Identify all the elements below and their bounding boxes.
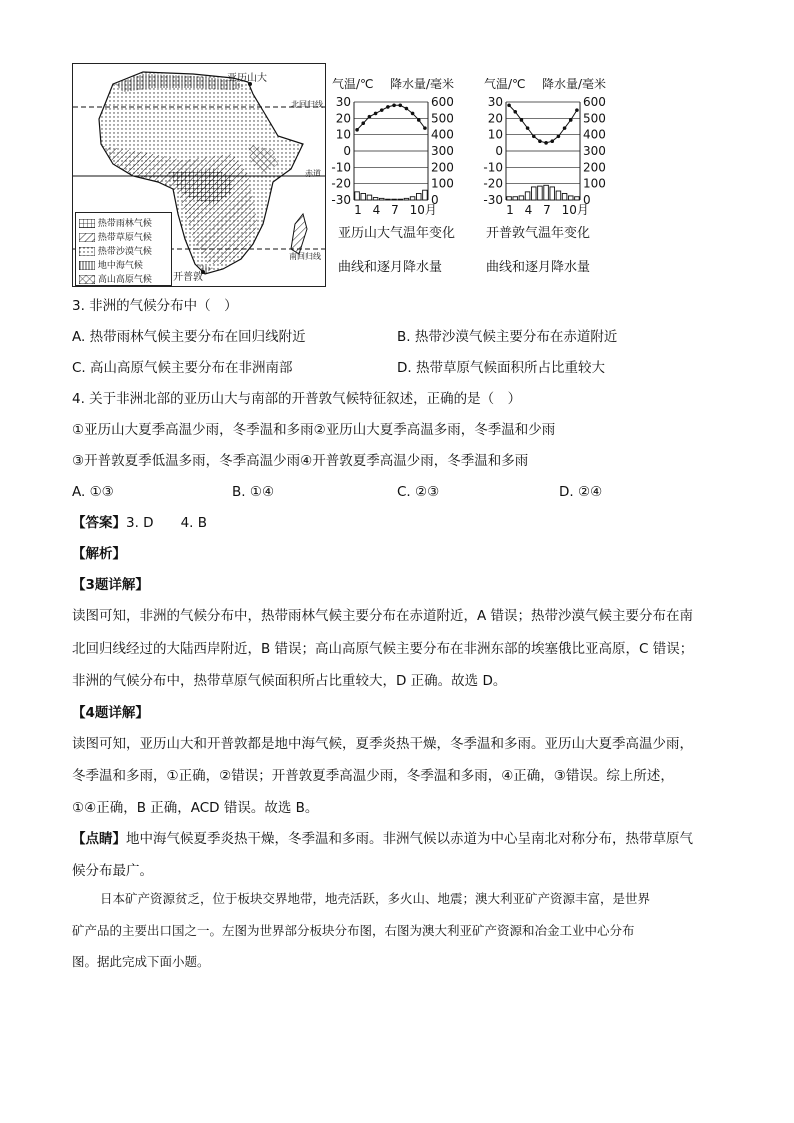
answer-line: [72, 514, 207, 532]
q4-detail-line2: 冬季温和多雨，①正确，②错误；开普敦夏季高温少雨，冬季温和多雨，④正确，③错误。综上所述，: [72, 768, 674, 784]
temp-point: [563, 126, 567, 130]
precip-bar: [513, 197, 518, 200]
precip-bar: [355, 192, 360, 200]
q4-option-d: D. ②④: [559, 484, 603, 500]
temp-point: [550, 139, 554, 143]
temp-point: [513, 110, 517, 114]
month-tick-label: 4: [524, 203, 533, 217]
right-chart-caption-2: 曲线和逐月降水量: [486, 260, 591, 275]
precip-axis-title: 降水量/毫米: [390, 78, 455, 91]
desert-swatch-icon: [79, 247, 95, 256]
temp-point: [520, 118, 524, 122]
temp-axis-title: 气温/℃: [484, 78, 526, 91]
precip-tick-label: 200: [583, 160, 606, 175]
q4-detail-line3: ①④正确，B 正确，ACD 错误。故选 B。: [72, 800, 319, 816]
precip-bar: [507, 197, 512, 200]
precip-bar: [525, 192, 530, 200]
q3-detail-line2: 北回归线经过的大陆西岸附近，B 错误；高山高原气候主要分布在非洲东部的埃塞俄比亚高原，C 错误；: [72, 641, 694, 657]
month-tick-label: 10月: [409, 203, 437, 217]
temp-point: [405, 107, 409, 111]
q4-detail-tag: 【4题详解】: [72, 705, 149, 721]
q3-detail-line1: 读图可知，非洲的气候分布中，热带雨林气候主要分布在赤道附近，A 错误；热带沙漠气候主要分布在南: [72, 608, 694, 624]
precip-tick-label: 200: [431, 160, 454, 175]
precip-bar: [410, 197, 415, 200]
legend-item-desert: 热带沙漠气候: [79, 244, 152, 257]
temp-point: [398, 103, 402, 107]
temp-tick-label: 20: [487, 111, 503, 126]
precip-tick-label: 600: [583, 95, 606, 109]
temp-axis-title: 气温/℃: [332, 78, 374, 91]
q4-option-b: B. ①④: [232, 484, 275, 500]
month-tick-label: 7: [391, 203, 399, 217]
q4-statement-line2: ③开普敦夏季低温多雨，冬季高温少雨④开普敦夏季高温少雨，冬季温和多雨: [72, 453, 529, 469]
savanna-swatch-icon: [79, 233, 95, 242]
temp-point: [507, 103, 511, 107]
temp-tick-label: -10: [331, 160, 351, 175]
tip-line2: 候分布最广。: [72, 863, 153, 879]
left-chart-caption-1: 亚历山大气温年变化: [338, 226, 456, 241]
q3-detail-line3: 非洲的气候分布中，热带草原气候面积所占比重较大，D 正确。故选 D。: [72, 673, 507, 689]
temp-line: [357, 105, 425, 130]
q4-option-c: C. ②③: [397, 484, 440, 500]
temp-tick-label: 10: [335, 127, 351, 142]
temp-tick-label: 10: [487, 127, 503, 142]
precip-bar: [556, 191, 561, 200]
precip-bar: [568, 196, 573, 200]
precip-bar: [550, 187, 555, 200]
precip-bar: [379, 198, 384, 200]
precip-bar: [423, 190, 428, 200]
precip-tick-label: 300: [583, 144, 606, 158]
temp-point: [538, 139, 542, 143]
temp-tick-label: 30: [487, 95, 503, 109]
temp-point: [392, 103, 396, 107]
temp-point: [575, 108, 579, 112]
precip-bar: [562, 193, 567, 200]
month-tick-label: 4: [372, 203, 381, 217]
q3-option-d: D. 热带草原气候面积所占比重较大: [397, 360, 605, 376]
tip-tag: 【点睛】: [72, 831, 126, 847]
precip-bar: [531, 187, 536, 200]
temp-point: [411, 112, 415, 116]
legend-item-rainforest: 热带雨林气候: [79, 216, 152, 229]
legend-item-mediterranean: 地中海气候: [79, 258, 143, 271]
precip-bar: [361, 193, 366, 200]
tip-line1: 【点睛】地中海气候夏季炎热干燥，冬季温和多雨。非洲气候以赤道为中心呈南北对称分布，热带草原气: [72, 831, 693, 847]
temp-tick-label: 30: [335, 95, 351, 109]
temp-tick-label: -30: [331, 193, 351, 207]
q4-stem: 4. 关于非洲北部的亚历山大与南部的开普敦气候特征叙述，正确的是（ ）: [72, 391, 522, 407]
precip-bar: [398, 199, 403, 200]
cape-town-label: 开普敦: [173, 272, 203, 283]
alexandria-climate-chart: [330, 78, 460, 218]
mediterranean-swatch-icon: [79, 261, 95, 270]
precip-bar: [416, 193, 421, 200]
tropic-north-label: 北回归线: [291, 100, 323, 109]
legend-item-highland: 高山高原气候: [79, 272, 152, 285]
precip-bar: [519, 196, 524, 200]
precip-bar: [538, 186, 543, 200]
precip-bar: [575, 197, 580, 200]
next-intro-line2: 矿产品的主要出口国之一。左图为世界部分板块分布图，右图为澳大利亚矿产资源和冶金工业中心分布: [72, 923, 635, 938]
legend-item-savanna: 热带草原气候: [79, 230, 152, 243]
analysis-tag: 【解析】: [72, 546, 126, 562]
temp-point: [532, 135, 536, 139]
precip-bar: [392, 199, 397, 200]
rainforest-swatch-icon: [79, 219, 95, 228]
temp-point: [544, 141, 548, 145]
answer-text: 3. D 4. B: [126, 515, 207, 531]
map-legend: [75, 212, 172, 286]
temp-tick-label: 0: [495, 144, 503, 158]
precip-axis-title: 降水量/毫米: [542, 78, 607, 91]
precip-bar: [367, 195, 372, 200]
precip-tick-label: 300: [431, 144, 454, 158]
precip-tick-label: 0: [583, 193, 591, 207]
q3-option-c: C. 高山高原气候主要分布在非洲南部: [72, 360, 293, 376]
temp-point: [526, 126, 530, 130]
q4-statement-line1: ①亚历山大夏季高温少雨，冬季温和多雨②亚历山大夏季高温多雨，冬季温和少雨: [72, 422, 556, 438]
temp-tick-label: -30: [483, 193, 503, 207]
q3-detail-tag: 【3题详解】: [72, 577, 149, 593]
alexandria-label: 亚历山大: [227, 73, 267, 84]
next-intro-line3: 图。据此完成下面小题。: [72, 954, 210, 969]
temp-line: [509, 105, 577, 143]
q4-option-a: A. ①③: [72, 484, 114, 500]
q3-option-b: B. 热带沙漠气候主要分布在赤道附近: [397, 329, 618, 345]
equator-label: 赤道: [305, 169, 321, 178]
temp-point: [557, 135, 561, 139]
temp-point: [368, 115, 372, 119]
precip-tick-label: 400: [583, 127, 606, 142]
temp-point: [374, 112, 378, 116]
answer-tag: 【答案】: [72, 515, 126, 531]
right-chart-caption-1: 开普敦气温年变化: [486, 226, 591, 241]
temp-point: [361, 121, 365, 125]
tropic-south-label: 南回归线: [289, 252, 321, 261]
precip-bar: [373, 198, 378, 200]
q3-stem: 3. 非洲的气候分布中（ ）: [72, 298, 238, 314]
q3-option-a: A. 热带雨林气候主要分布在回归线附近: [72, 329, 306, 345]
precip-tick-label: 100: [431, 176, 454, 191]
month-tick-label: 10月: [561, 203, 589, 217]
precip-tick-label: 100: [583, 176, 606, 191]
temp-tick-label: -10: [483, 160, 503, 175]
temp-point: [417, 118, 421, 122]
temp-tick-label: 0: [343, 144, 351, 158]
precip-bar: [386, 199, 391, 200]
month-tick-label: 7: [543, 203, 551, 217]
temp-point: [423, 126, 427, 130]
left-chart-caption-2: 曲线和逐月降水量: [338, 260, 443, 275]
africa-climate-map: [72, 63, 326, 287]
month-tick-label: 1: [506, 203, 514, 217]
precip-tick-label: 500: [431, 111, 454, 126]
month-tick-label: 1: [354, 203, 362, 217]
temp-tick-label: -20: [331, 176, 351, 191]
precip-tick-label: 500: [583, 111, 606, 126]
cape-town-climate-chart: [482, 78, 612, 218]
precip-tick-label: 600: [431, 95, 454, 109]
next-intro-line1: 日本矿产资源贫乏，位于板块交界地带，地壳活跃，多火山、地震；澳大利亚矿产资源丰富，是世界: [100, 891, 651, 906]
precip-tick-label: 400: [431, 127, 454, 142]
highland-swatch-icon: [79, 275, 95, 284]
temp-point: [380, 108, 384, 112]
q4-detail-line1: 读图可知，亚历山大和开普敦都是地中海气候，夏季炎热干燥，冬季温和多雨。亚历山大夏季高温少雨，: [72, 736, 693, 752]
precip-bar: [544, 185, 549, 200]
precip-tick-label: 0: [431, 193, 439, 207]
temp-point: [569, 118, 573, 122]
temp-tick-label: 20: [335, 111, 351, 126]
temp-tick-label: -20: [483, 176, 503, 191]
precip-bar: [404, 198, 409, 200]
temp-point: [386, 105, 390, 109]
temp-point: [355, 128, 359, 132]
